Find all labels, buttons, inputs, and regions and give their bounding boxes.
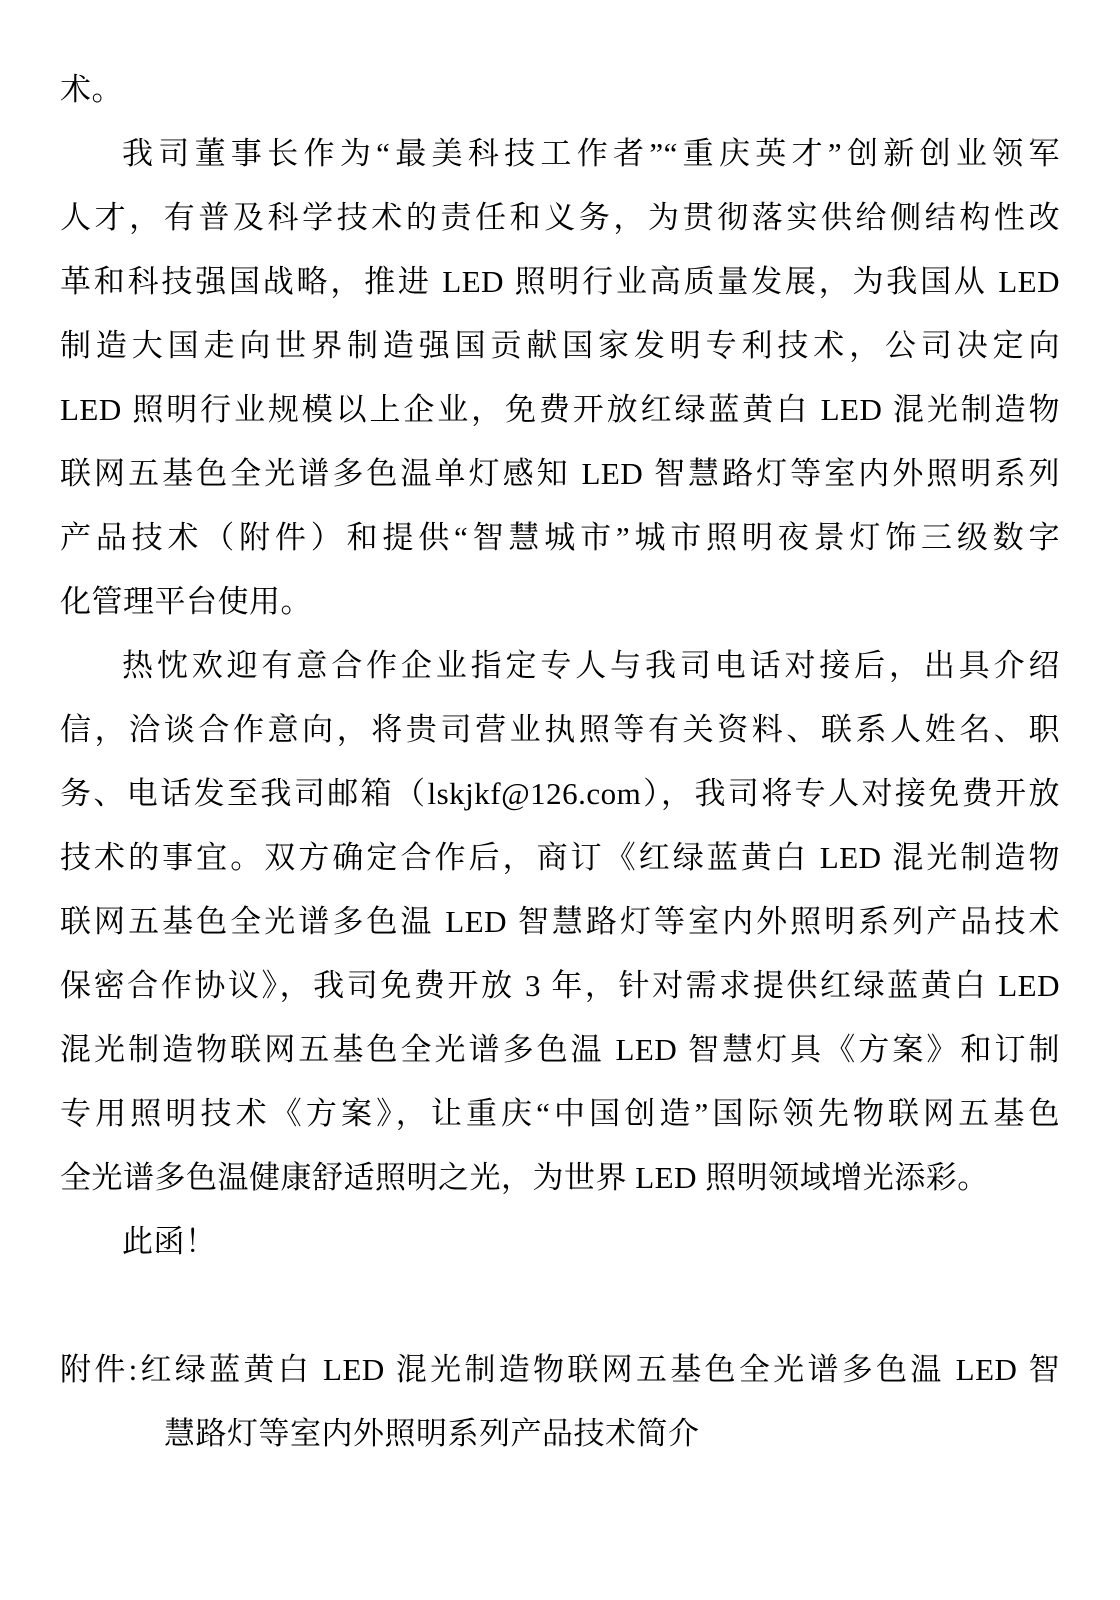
paragraph-continuation-line: 术。 — [60, 72, 123, 107]
document-line: 产品技术（附件）和提供“智慧城市”城市照明夜景灯饰三级数字 — [60, 520, 1060, 555]
document-line: 保密合作协议》，我司免费开放 3 年，针对需求提供红绿蓝黄白 LED — [60, 968, 1060, 1003]
document-line: 联网五基色全光谱多色温单灯感知 LED 智慧路灯等室内外照明系列 — [60, 456, 1060, 491]
document-line: 联网五基色全光谱多色温 LED 智慧路灯等室内外照明系列产品技术 — [60, 904, 1060, 939]
document-line: 技术的事宜。双方确定合作后，商订《红绿蓝黄白 LED 混光制造物 — [60, 840, 1060, 875]
attachment-line-1: 附件:红绿蓝黄白 LED 混光制造物联网五基色全光谱多色温 LED 智 — [60, 1352, 1060, 1387]
blank-line — [60, 1274, 1060, 1338]
document-line: 信，洽谈合作意向，将贵司营业执照等有关资料、联系人姓名、职 — [60, 712, 1060, 747]
document-line: 革和科技强国战略，推进 LED 照明行业高质量发展，为我国从 LED — [60, 264, 1060, 299]
email-line-prefix: 务、电话发至我司邮箱（ — [60, 776, 428, 811]
document-line: 我司董事长作为“最美科技工作者”“重庆英才”创新创业领军 — [122, 136, 1060, 171]
email-line-suffix: ），我司将专人对接免费开放 — [641, 776, 1061, 811]
closing-line: 此函！ — [122, 1224, 217, 1259]
paragraph-end-line: 全光谱多色温健康舒适照明之光，为世界 LED 照明领域增光添彩。 — [60, 1160, 989, 1195]
document-line: LED 照明行业规模以上企业，免费开放红绿蓝黄白 LED 混光制造物 — [60, 392, 1060, 427]
email-address: lskjkf@126.com — [427, 776, 642, 811]
document-line: 人才，有普及科学技术的责任和义务，为贯彻落实供给侧结构性改 — [60, 200, 1060, 235]
document-line: 热忱欢迎有意合作企业指定专人与我司电话对接后，出具介绍 — [122, 648, 1060, 683]
document-line: 制造大国走向世界制造强国贡献国家发明专利技术，公司决定向 — [60, 328, 1060, 363]
document-line: 专用照明技术《方案》，让重庆“中国创造”国际领先物联网五基色 — [60, 1096, 1060, 1131]
attachment-line-2: 慧路灯等室内外照明系列产品技术简介 — [164, 1416, 700, 1451]
document-line: 混光制造物联网五基色全光谱多色温 LED 智慧灯具《方案》和订制 — [60, 1032, 1060, 1067]
paragraph-end-line: 化管理平台使用。 — [60, 584, 312, 619]
email-line — [60, 762, 1060, 826]
